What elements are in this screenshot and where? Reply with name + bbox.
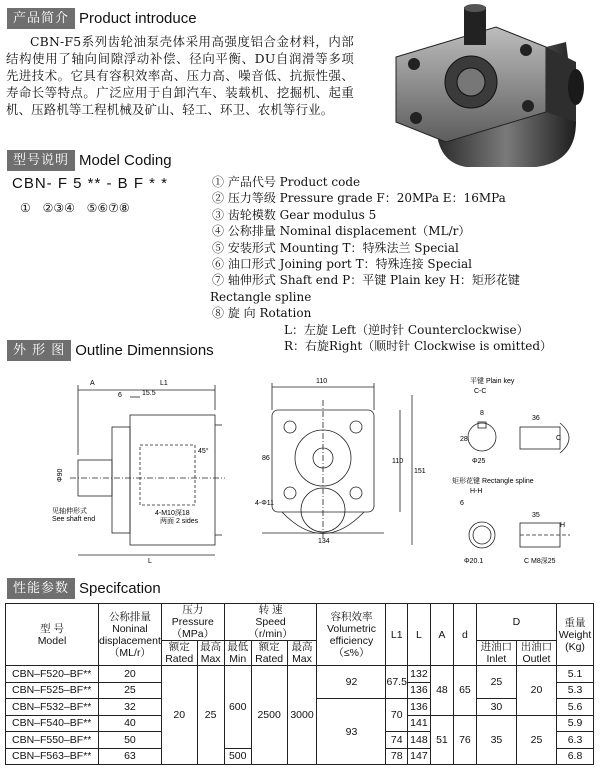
- cell-l1-b: 70: [386, 699, 407, 732]
- spline-dim-35: 35: [532, 512, 540, 519]
- th-inlet: 进油口 Inlet: [476, 641, 516, 666]
- th-max-s: 最高 Max: [287, 641, 317, 666]
- spline-dim-h: H: [560, 522, 566, 529]
- row3-disp: 32: [99, 699, 162, 716]
- th-max-p: 最高 Max: [197, 641, 224, 666]
- coding-line-1: ① 产品代号 Product code: [212, 175, 361, 189]
- th-l1: L1: [386, 604, 407, 666]
- cell-l1-d: 78: [386, 748, 407, 765]
- th-min-s: 最低 Min: [224, 641, 251, 666]
- outline-drawings: [0, 365, 600, 575]
- plain-key-dim-28: 28: [460, 436, 468, 443]
- plain-key-detail: [468, 422, 569, 453]
- row2-weight: 5.3: [557, 682, 594, 699]
- intro-tag-en: Product introduce: [79, 10, 197, 27]
- dim-l: L: [148, 558, 152, 565]
- model-code: CBN- F 5 ** - B F * *: [12, 175, 169, 192]
- spline-title: 矩形花键 Rectangle spline: [452, 478, 534, 485]
- plain-key-dim-c: C: [556, 435, 562, 442]
- plain-key-section: C-C: [474, 388, 487, 395]
- dim-l1: L1: [160, 380, 168, 387]
- row2-disp: 25: [99, 682, 162, 699]
- cell-rated-p: 20: [161, 666, 197, 765]
- coding-line-4: ④ 公称排量 Nominal displacement（ML/r）: [212, 224, 471, 239]
- gear-pump-photo: [376, 2, 596, 172]
- th-a: A: [430, 604, 453, 666]
- cell-outlet-a: 20: [516, 666, 556, 716]
- cell-inlet-a: 25: [476, 666, 516, 699]
- shaft-note-en: See shaft end: [52, 516, 96, 523]
- intro-heading: [7, 8, 197, 29]
- cell-a-b: 51: [430, 715, 453, 765]
- spline-section: H-H: [470, 488, 483, 495]
- row2-model: CBN–F525–BF**: [6, 682, 99, 699]
- th-outlet: 出油口 Outlet: [516, 641, 556, 666]
- dim-110-side: 110: [392, 458, 404, 465]
- cell-eff-a: 92: [317, 666, 386, 699]
- th-d: d: [453, 604, 476, 666]
- th-model: 型 号 Model: [6, 604, 99, 666]
- coding-heading: [7, 150, 172, 171]
- cell-a-a: 48: [430, 666, 453, 716]
- plain-key-dim-25: Φ25: [472, 458, 486, 465]
- cell-min-s-b: 500: [224, 748, 251, 765]
- intro-text: CBN-F5系列齿轮油泵壳体采用高强度铝合金材料，内部结构使用了轴向间隙浮动补偿、径向平衡、DU自润滑等多项先进技术。它具有容积效率高、压力高、噪音低、抗振性强、寿命长等特点。广泛应用于自卸汽车、装载机、挖掘机、起重机、压路机等工程机械及矿山、轻工、环卫、农机等行业。: [6, 34, 354, 117]
- row4-model: CBN–F540–BF**: [6, 715, 99, 732]
- coding-line-5: ⑤ 安装形式 Mounting T：特殊法兰 Special: [212, 240, 459, 255]
- front-view: [262, 383, 412, 545]
- cell-d-a: 65: [453, 666, 476, 716]
- th-D: D: [476, 604, 556, 641]
- th-weight: 重量 Weight (Kg): [557, 604, 594, 666]
- th-rated-p: 额定 Rated: [161, 641, 197, 666]
- dim-2sides: 两面 2 sides: [160, 518, 199, 525]
- spec-tag-cn: 性能参数: [7, 578, 75, 599]
- row1-l: 132: [407, 666, 430, 683]
- coding-tag-cn: 型号说明: [7, 150, 75, 171]
- dim-4-11: 4-Φ11: [255, 500, 275, 507]
- th-speed: 转 速 Speed （r/min）: [224, 604, 317, 641]
- dim-45: 45°: [198, 448, 209, 455]
- th-displacement: 公称排量 Noninal displacement （ML/r）: [99, 604, 162, 666]
- dim-a: A: [90, 380, 95, 387]
- row6-disp: 63: [99, 748, 162, 765]
- dim-151: 151: [414, 468, 426, 475]
- cell-max-s: 3000: [287, 666, 317, 765]
- dim-15-5: 15.5: [142, 390, 156, 397]
- coding-line-3: ③ 齿轮模数 Gear modulus 5: [212, 207, 377, 222]
- cell-min-s-a: 600: [224, 666, 251, 749]
- row5-weight: 6.3: [557, 732, 594, 749]
- row1-model: CBN–F520–BF**: [6, 666, 99, 683]
- th-l: L: [407, 604, 430, 666]
- th-rated-s: 额定 Rated: [251, 641, 287, 666]
- cell-rated-s: 2500: [251, 666, 287, 765]
- row4-l: 141: [407, 715, 430, 732]
- plain-key-title: 平键 Plain key: [470, 378, 515, 385]
- coding-tag-en: Model Coding: [79, 152, 172, 169]
- cell-d-b: 76: [453, 715, 476, 765]
- th-efficiency: 容积效率 Volumetric efficiency （≤%）: [317, 604, 386, 666]
- dim-86: 86: [262, 455, 270, 462]
- intro-tag-cn: 产品简介: [7, 8, 75, 29]
- model-code-numbers: ① ②③④ ⑤⑥⑦⑧: [20, 201, 130, 215]
- coding-line-8l: L：左旋 Left（逆时针 Counterclockwise）: [284, 322, 529, 337]
- row1-disp: 20: [99, 666, 162, 683]
- row4-weight: 5.9: [557, 715, 594, 732]
- spec-table: [5, 603, 594, 765]
- coding-line-6: ⑥ 油口形式 Joining port T：特殊连接 Special: [212, 257, 472, 272]
- row2-l: 136: [407, 682, 430, 699]
- outline-tag-en: Outline Dimennsions: [75, 342, 214, 359]
- dim-110-top: 110: [316, 378, 328, 385]
- spline-dim-20: Φ20.1: [464, 558, 484, 565]
- coding-line-7b: Rectangle spline: [210, 289, 312, 304]
- row5-model: CBN–F550–BF**: [6, 732, 99, 749]
- spline-dim-m8: C M8深25: [524, 558, 556, 565]
- dim-phi90: Φ90: [57, 468, 64, 482]
- spec-heading: [7, 578, 161, 599]
- th-pressure: 压力 Pressure （MPa）: [161, 604, 224, 641]
- row1-weight: 5.1: [557, 666, 594, 683]
- coding-line-8: ⑧ 旋 向 Rotation: [212, 306, 312, 321]
- cell-l1-c: 74: [386, 732, 407, 749]
- plain-key-dim-36: 36: [532, 415, 540, 422]
- row5-l: 148: [407, 732, 430, 749]
- spline-detail: [469, 522, 570, 548]
- coding-line-7: ⑦ 轴伸形式 Shaft end P：平键 Plain key H：矩形花键: [212, 273, 520, 288]
- outline-tag-cn: 外 形 图: [7, 340, 71, 361]
- plain-key-dim-8: 8: [480, 410, 484, 417]
- spline-dim-6: 6: [460, 500, 464, 507]
- coding-list: [212, 174, 598, 354]
- row6-l: 147: [407, 748, 430, 765]
- row3-weight: 5.6: [557, 699, 594, 716]
- row3-model: CBN–F532–BF**: [6, 699, 99, 716]
- row6-model: CBN–F563–BF**: [6, 748, 99, 765]
- side-view: [70, 385, 225, 555]
- row3-l: 136: [407, 699, 430, 716]
- coding-line-8r: R：右旋Right（顺时针 Clockwise is omitted）: [284, 339, 553, 354]
- outline-heading: [7, 340, 214, 361]
- shaft-note-cn: 见轴伸形式: [52, 508, 87, 515]
- coding-line-2: ② 压力等级 Pressure grade F：20MPa E：16MPa: [212, 191, 506, 206]
- cell-inlet-b: 30: [476, 699, 516, 716]
- cell-eff-b: 93: [317, 699, 386, 765]
- cell-outlet-b: 25: [516, 715, 556, 765]
- cell-l1-a: 67.5: [386, 666, 407, 699]
- row6-weight: 6.8: [557, 748, 594, 765]
- row4-disp: 40: [99, 715, 162, 732]
- dim-m10: 4-M10深18: [155, 510, 190, 517]
- dim-134: 134: [318, 538, 330, 545]
- cell-max-p: 25: [197, 666, 224, 765]
- spec-tag-en: Specifcation: [79, 580, 161, 597]
- dim-6: 6: [118, 392, 122, 399]
- cell-inlet-c: 35: [476, 715, 516, 765]
- row5-disp: 50: [99, 732, 162, 749]
